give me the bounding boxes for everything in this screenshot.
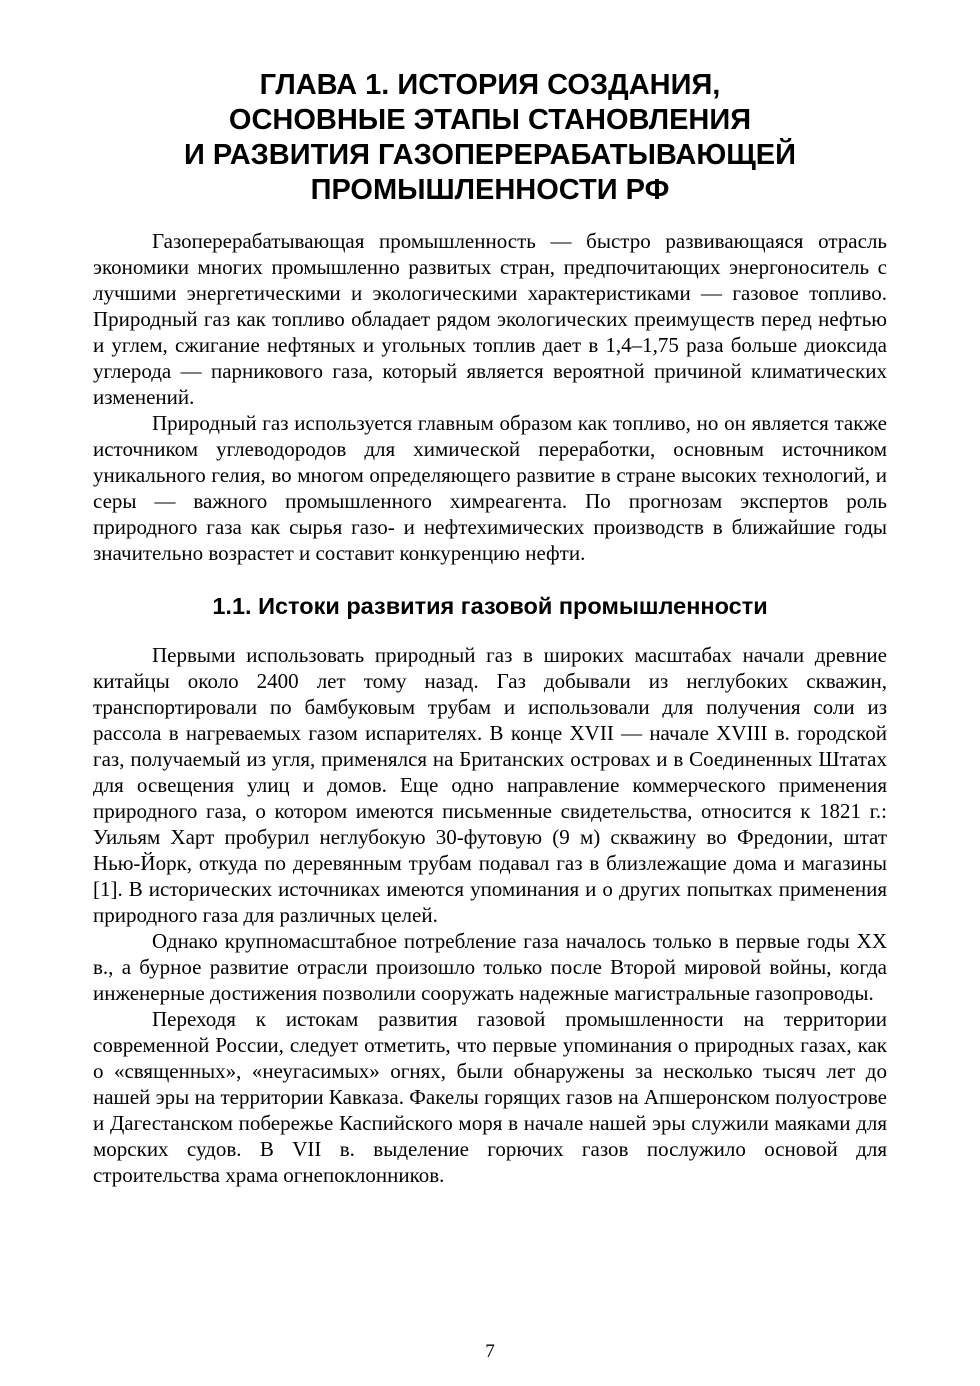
chapter-title <box>93 68 887 208</box>
chapter-intro <box>93 228 887 566</box>
page-number: 7 <box>485 1341 495 1362</box>
chapter-title-line: ОСНОВНЫЕ ЭТАПЫ СТАНОВЛЕНИЯ <box>228 104 752 136</box>
document-page <box>93 68 887 1188</box>
paragraph: Газоперерабатывающая промышленность — быстро развивающаяся отрасль экономики многих промышленно развитых стран, предпочитающих энергоноситель с лучшими энергетическими и экологическими характеристиками — газовое топливо. Природный газ как топливо обладает рядом экологических преимуществ перед нефтью и углем, сжигание нефтяных и угольных топлив дает в 1,4–1,75 раза больше диоксида углерода — парникового газа, который является вероятной причиной климатических изменений. <box>93 229 887 409</box>
paragraph: Однако крупномасштабное потребление газа началось только в первые годы XX в., а бурное развитие отрасли произошло только после Второй мировой войны, когда инженерные достижения позволили сооружать надежные магистральные газопроводы. <box>93 929 887 1005</box>
chapter-title-line: ПРОМЫШЛЕННОСТИ РФ <box>310 174 670 206</box>
paragraph: Переходя к истокам развития газовой промышленности на территории современной России, следует отметить, что первые упоминания о природных газах, как о «священных», «неугасимых» огнях, были обнаружены за несколько тысяч лет до нашей эры на территории Кавказа. Факелы горящих газов на Апшеронском полуострове и Дагестанском побережье Каспийского моря в начале нашей эры служили маяками для морских судов. В VII в. выделение горючих газов послужило основой для строительства храма огнепоклонников. <box>93 1007 887 1187</box>
section-title: 1.1. Истоки развития газовой промышленности <box>212 593 768 619</box>
chapter-title-line: И РАЗВИТИЯ ГАЗОПЕРЕРАБАТЫВАЮЩЕЙ <box>184 139 796 171</box>
chapter-title-line: ГЛАВА 1. ИСТОРИЯ СОЗДАНИЯ, <box>259 69 721 101</box>
paragraph: Первыми использовать природный газ в широких масштабах начали древние китайцы около 2400 лет тому назад. Газ добывали из неглубоких скважин, транспортировали по бамбуковым трубам и использовали для получения соли из рассола в нагреваемых газом испарителях. В конце XVII — начале XVIII в. городской газ, получаемый из угля, применялся на Британских островах и в Соединенных Штатах для освещения улиц и домов. Еще одно направление коммерческого применения природного газа, о котором имеются письменные свидетельства, относится к 1821 г.: Уильям Харт пробурил неглубокую 30-футовую (9 м) скважину во Фредонии, штат Нью-Йорк, откуда по деревянным трубам подавал газ в близлежащие дома и магазины [1]. В исторических источниках имеются упоминания и о других попытках применения природного газа для различных целей. <box>93 643 887 927</box>
paragraph: Природный газ используется главным образом как топливо, но он является также источником углеводородов для химической переработки, основным источником уникального гелия, во многом определяющего развитие в стране высоких технологий, и серы — важного промышленного химреагента. По прогнозам экспертов роль природного газа как сырья газо- и нефтехимических производств в ближайшие годы значительно возрастет и составит конкуренцию нефти. <box>93 411 887 565</box>
section-body <box>93 642 887 1188</box>
